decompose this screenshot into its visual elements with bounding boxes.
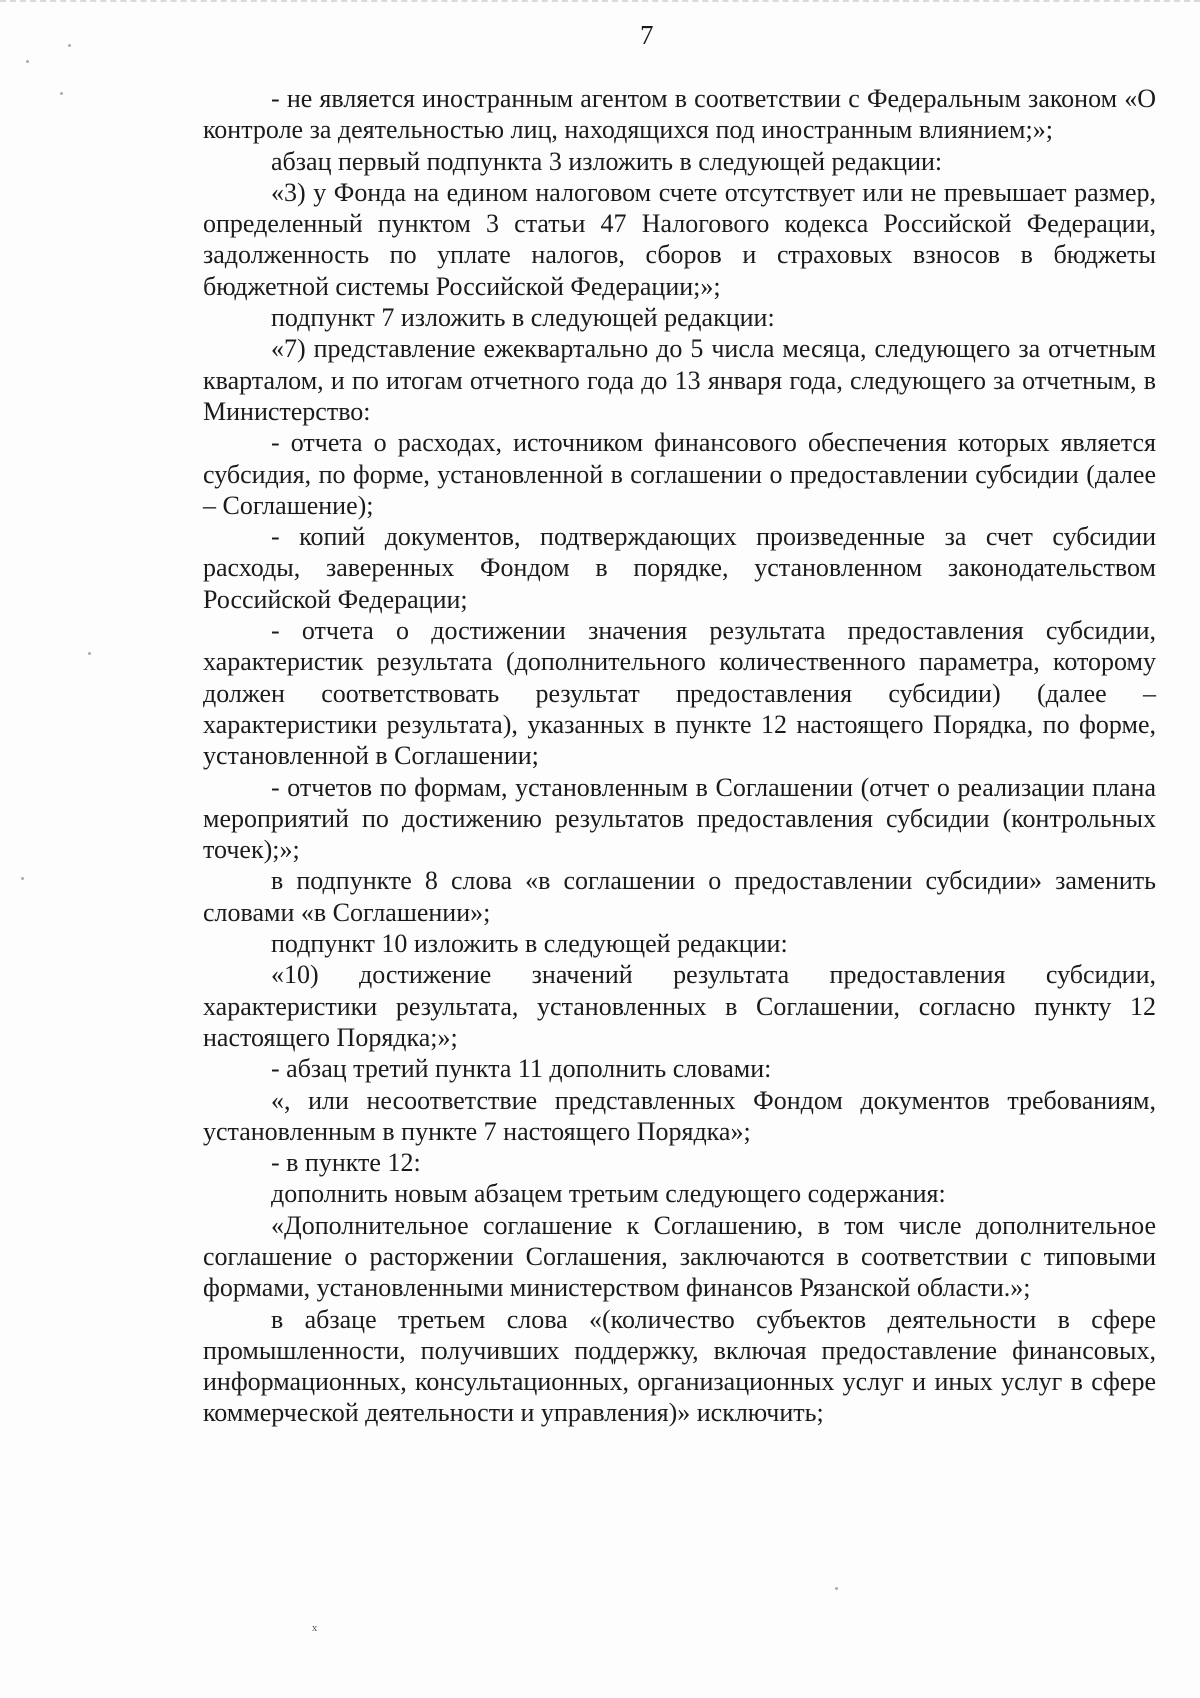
scan-noise-dot: [88, 652, 91, 655]
paragraph-clause-12-intro: - в пункте 12:: [271, 1148, 421, 1178]
paragraph-subclause-10-intro: подпункт 10 изложить в следующей редакции:: [271, 929, 788, 959]
scan-noise-dot: [60, 92, 63, 95]
paragraph-foreign-agent: - не является иностранным агентом в соответствии с Федеральным законом «О контроле за деятельностью лиц, находящихся под иностранным влиянием;»;: [203, 84, 1156, 145]
scan-edge-artifact: [0, 0, 1200, 24]
paragraph-subclause-7-intro: подпункт 7 изложить в следующей редакции:: [271, 303, 775, 333]
paragraph-subclause-8: в подпункте 8 слова «в соглашении о предоставлении субсидии» заменить словами «в Соглашении»;: [203, 866, 1156, 927]
paragraph-form-reports: - отчетов по формам, установленным в Соглашении (отчет о реализации плана мероприятий по достижению результатов предоставления субсидии (контрольных точек);»;: [203, 772, 1156, 865]
page-number: 7: [640, 20, 654, 50]
scan-noise-dot: [26, 60, 29, 63]
scan-stray-mark: ˣ: [312, 1620, 318, 1640]
scan-noise-dot: [835, 1587, 838, 1590]
paragraph-exclusion: в абзаце третьем слова «(количество субъектов деятельности в сфере промышленности, получивших поддержку, включая предоставление финансовых, информационных, консультационных, организационных услуг и иных услуг в сфере коммерческой деятельности и управления)» исключить;: [203, 1304, 1156, 1428]
paragraph-document-copies: - копий документов, подтверждающих произведенные за счет субсидии расходы, заверенных Фондом в порядке, установленном законодательством Российской Федерации;: [203, 522, 1156, 614]
paragraph-additional-agreement: «Дополнительное соглашение к Соглашению, в том числе дополнительное соглашение о расторжении Соглашения, заключаются в соответствии с типовыми формами, установленными министерством финансов Рязанской области.»;: [203, 1210, 1156, 1303]
paragraph-clause-11-text: «, или несоответствие представленных Фондом документов требованиям, установленным в пункте 7 настоящего Порядка»;: [203, 1085, 1156, 1146]
paragraph-subclause-7-text: «7) представление ежеквартально до 5 числа месяца, следующего за отчетным кварталом, и по итогам отчетного года до 13 января года, следующего за отчетным, в Министерство:: [203, 334, 1156, 426]
paragraph-clause-11-intro: - абзац третий пункта 11 дополнить словами:: [271, 1054, 772, 1084]
paragraph-subclause-3-intro: абзац первый подпункта 3 изложить в следующей редакции:: [271, 146, 943, 176]
scan-noise-dot: [68, 44, 71, 47]
scan-noise-dot: [21, 877, 24, 880]
paragraph-clause-12-new-paragraph: дополнить новым абзацем третьим следующего содержания:: [271, 1179, 946, 1209]
paragraph-result-report: - отчета о достижении значения результата предоставления субсидии, характеристик результата (дополнительного количественного параметра, которому должен соответствовать результат предоставления субсидии) (далее – характеристики результата), указанных в пункте 12 настоящего Порядка, по форме, установленной в Соглашении;: [203, 616, 1156, 771]
paragraph-expense-report: - отчета о расходах, источником финансового обеспечения которых является субсидия, по форме, установленной в соглашении о предоставлении субсидии (далее – Соглашение);: [203, 428, 1156, 520]
paragraph-subclause-10-text: «10) достижение значений результата предоставления субсидии, характеристики результата, установленных в Соглашении, согласно пункту 12 настоящего Порядка;»;: [203, 960, 1156, 1052]
paragraph-subclause-3-text: «3) у Фонда на едином налоговом счете отсутствует или не превышает размер, определенный пунктом 3 статьи 47 Налогового кодекса Российской Федерации, задолженность по уплате налогов, сборов и страховых взносов в бюджеты бюджетной системы Российской Федерации;»;: [203, 177, 1156, 301]
document-body: [203, 83, 1156, 1429]
